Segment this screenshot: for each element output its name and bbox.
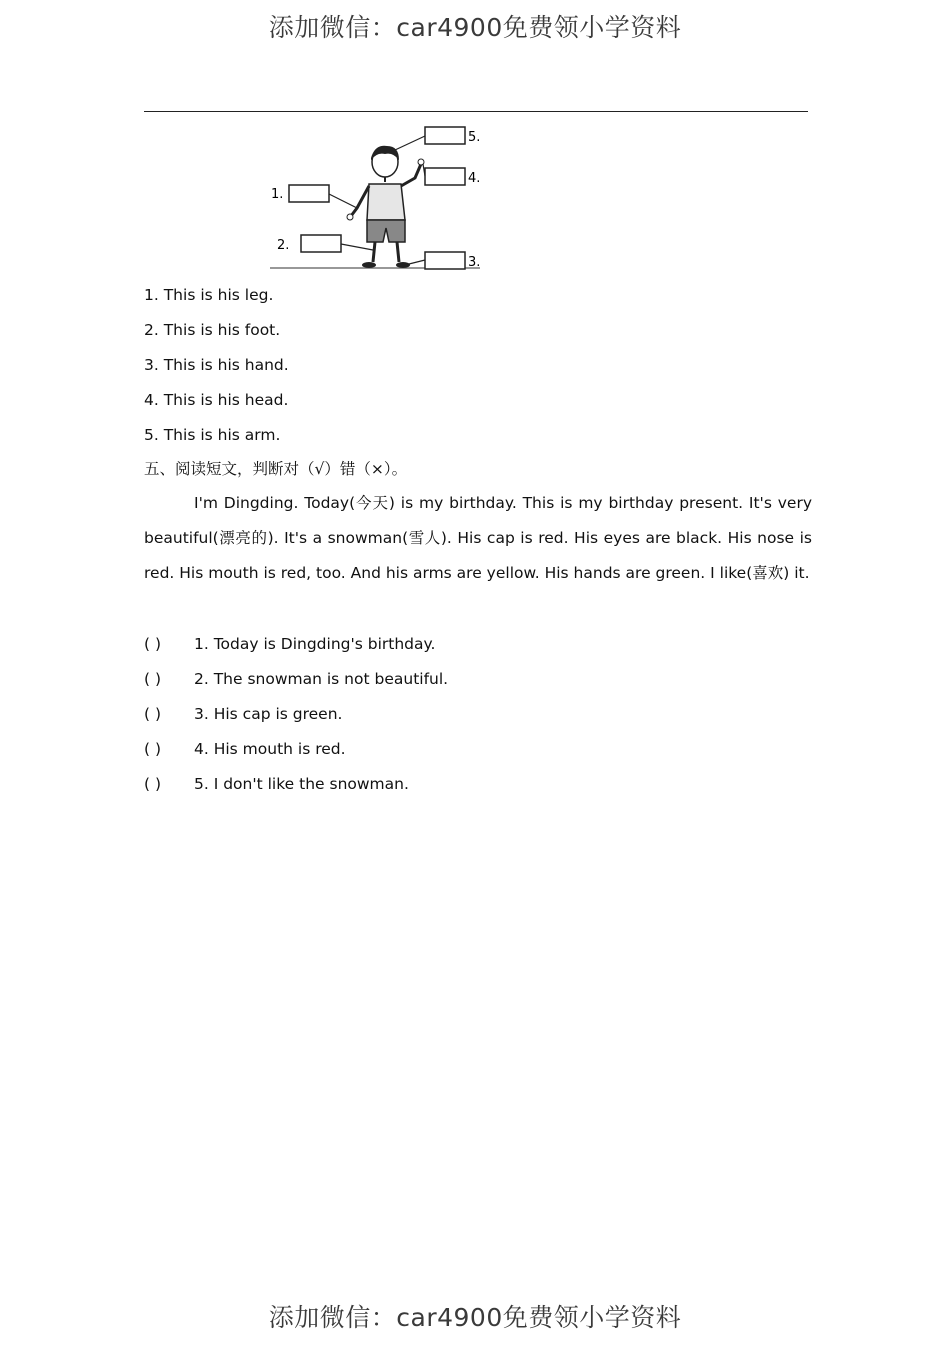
answer-blank[interactable]: ( ) <box>144 705 162 723</box>
reading-passage <box>144 486 812 591</box>
boy-figure-svg <box>265 120 490 275</box>
figure-label-2: 2. <box>277 238 290 253</box>
figure-label-3: 3. <box>468 255 481 270</box>
question-item <box>144 634 435 654</box>
question-item <box>144 774 409 794</box>
question-text: 3. His cap is green. <box>194 705 343 723</box>
answer-blank[interactable]: ( ) <box>144 635 162 653</box>
question-text: 2. The snowman is not beautiful. <box>194 670 449 688</box>
answer-blank[interactable]: ( ) <box>144 740 162 758</box>
question-text: 4. His mouth is red. <box>194 740 346 758</box>
answer-blank[interactable]: ( ) <box>144 775 162 793</box>
question-item <box>144 669 448 689</box>
answer-blank[interactable]: ( ) <box>144 670 162 688</box>
figure-label-1: 1. <box>271 187 284 202</box>
boy-figure <box>265 120 490 275</box>
question-item <box>144 739 346 759</box>
sentence-item: 2. This is his foot. <box>144 321 281 339</box>
sentence-item: 3. This is his hand. <box>144 356 289 374</box>
question-text: 5. I don't like the snowman. <box>194 775 409 793</box>
question-item <box>144 704 342 724</box>
section-title: 五、阅读短文，判断对（√）错（×）。 <box>144 460 408 478</box>
header-rule <box>144 111 808 112</box>
watermark-bottom: 添加微信：car4900免费领小学资料 <box>268 1303 682 1332</box>
figure-label-5: 5. <box>468 130 481 145</box>
passage-text: I'm Dingding. Today(今天) is my birthday. This is my birthday present. It's very beautiful(漂亮的). It's a snowman(雪人). His cap is red. His eyes are black. His nose is red. His mouth is red, too. And his arms are yellow. His hands are green. I like(喜欢) it. <box>144 494 812 582</box>
question-text: 1. Today is Dingding's birthday. <box>194 635 436 653</box>
watermark-top: 添加微信：car4900免费领小学资料 <box>268 13 682 42</box>
sentence-item: 4. This is his head. <box>144 391 289 409</box>
sentence-item: 1. This is his leg. <box>144 286 274 304</box>
sentence-item: 5. This is his arm. <box>144 426 281 444</box>
figure-label-4: 4. <box>468 171 481 186</box>
